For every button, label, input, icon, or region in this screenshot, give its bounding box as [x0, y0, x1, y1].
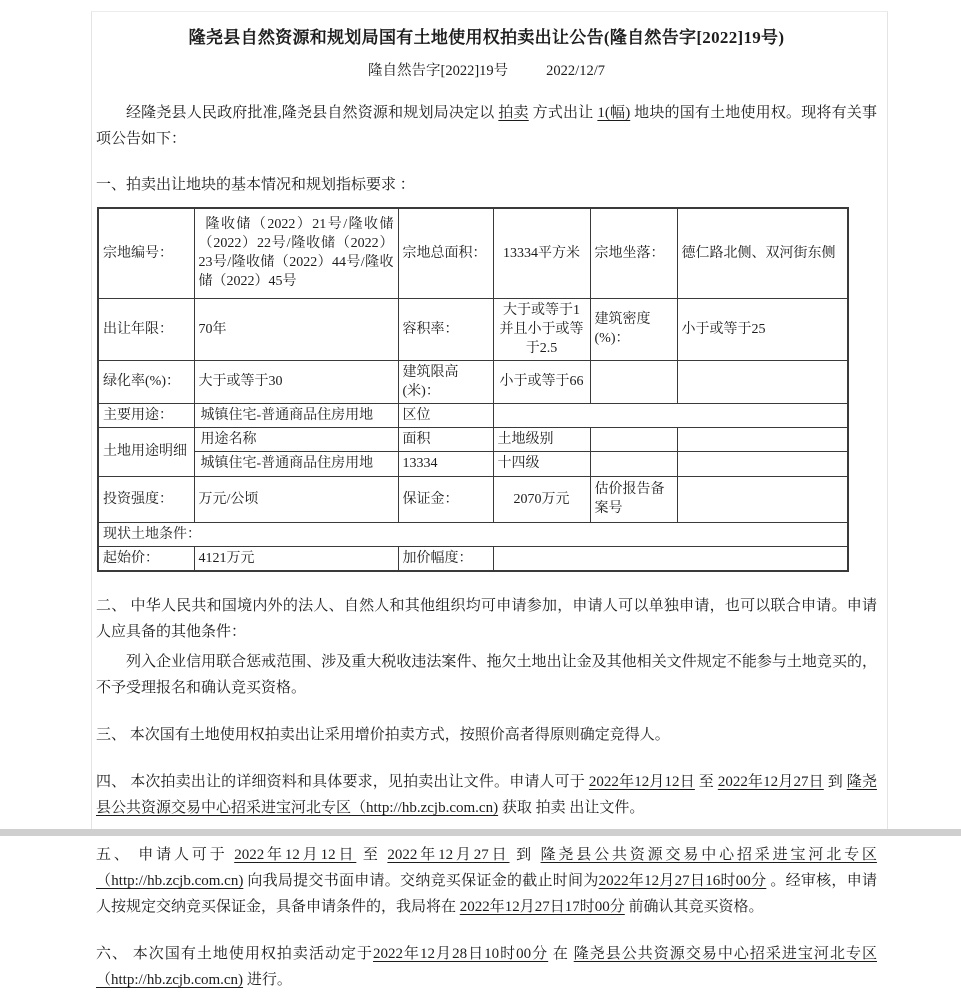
area-value: 13334 — [398, 451, 493, 476]
bid-increment-value-empty — [493, 546, 848, 571]
text-segment: 到 — [823, 774, 847, 790]
table-row — [98, 360, 848, 403]
tenure-label: 出让年限： — [98, 298, 194, 360]
text-segment: 拍卖 — [498, 105, 529, 121]
text-segment: 隆尧县公共资源交易中心招采进宝河北专区 — [96, 774, 877, 816]
plot-ratio-label: 容积率： — [398, 298, 493, 360]
empty-cell — [677, 360, 848, 403]
empty-cell — [590, 451, 677, 476]
text-segment: 2022年12月27日17时00分 — [459, 899, 625, 915]
table-row — [98, 476, 848, 522]
table-row — [98, 451, 848, 476]
parcel-number-label: 宗地编号： — [98, 208, 194, 298]
empty-cell — [677, 427, 848, 451]
section-2-paragraph: 二、 中华人民共和国境内外的法人、自然人和其他组织均可申请参加，申请人可以单独申请，也可以联合申请。申请人应具备的其他条件： — [96, 598, 877, 640]
appraisal-record-label: 估价报告备案号 — [590, 476, 677, 522]
text-segment: 前确认其竞买资格。 — [624, 899, 764, 915]
starting-price-label: 起始价： — [98, 546, 194, 571]
text-segment: 1(幅) — [597, 105, 631, 121]
intro-paragraph — [96, 100, 877, 152]
table-row — [98, 427, 848, 451]
district-label: 区位 — [398, 403, 493, 427]
height-limit-label: 建筑限高(米)： — [398, 360, 493, 403]
land-info-table — [97, 207, 849, 572]
section-6-paragraph — [96, 941, 877, 993]
table-row — [98, 546, 848, 571]
greening-rate-label: 绿化率(%)： — [98, 360, 194, 403]
land-grade-header: 土地级别 — [493, 427, 590, 451]
bottom-scrollbar-track[interactable] — [0, 829, 961, 836]
doc-meta-line — [96, 59, 877, 80]
text-segment: 在 — [548, 946, 574, 962]
text-segment: 方式出让 — [528, 105, 598, 121]
deposit-value: 2070万元 — [493, 476, 590, 522]
use-name-header: 用途名称 — [194, 427, 398, 451]
area-header: 面积 — [398, 427, 493, 451]
investment-intensity-label: 投资强度： — [98, 476, 194, 522]
doc-number: 隆自然告字[2022]19号 — [368, 63, 509, 79]
building-density-label: 建筑密度(%)： — [590, 298, 677, 360]
total-area-label: 宗地总面积： — [398, 208, 493, 298]
height-limit-value: 小于或等于66 — [493, 360, 590, 403]
building-density-value: 小于或等于25 — [677, 298, 848, 360]
location-label: 宗地坐落： — [590, 208, 677, 298]
table-row — [98, 522, 848, 546]
text-segment: 。经审核，申请人按规定交纳竞买保证金，具备申请条件的，我局将在 — [96, 873, 877, 915]
table-row — [98, 208, 848, 298]
section-1-heading: 一、拍卖出让地块的基本情况和规划指标要求 ： — [96, 177, 415, 193]
parcel-number-value: 隆收储（2022）21号/隆收储（2022）22号/隆收储（2022）23号/隆收储（2022）44号/隆收储（2022）45号 — [194, 208, 398, 298]
use-name-value: 城镇住宅-普通商品住房用地 — [194, 451, 398, 476]
document-page — [91, 11, 888, 988]
main-use-label: 主要用途： — [98, 403, 194, 427]
table-row — [98, 298, 848, 360]
link-text[interactable]: （http://hb.zcjb.com.cn) — [96, 873, 244, 889]
link-text[interactable]: （http://hb.zcjb.com.cn) — [351, 800, 499, 816]
deposit-label: 保证金： — [398, 476, 493, 522]
text-segment: 四、 本次拍卖出让的详细资料和具体要求，见拍卖出让文件。申请人可于 — [96, 774, 589, 790]
starting-price-value: 4121万元 — [194, 546, 398, 571]
text-segment: 获取 拍卖 出让文件。 — [498, 800, 645, 816]
greening-rate-value: 大于或等于30 — [194, 360, 398, 403]
text-segment: 2022年12月27日 — [387, 847, 510, 863]
link-text[interactable]: （http://hb.zcjb.com.cn) — [96, 972, 244, 988]
text-segment: 2022年12月27日 — [717, 774, 824, 790]
district-value-empty — [493, 403, 848, 427]
section-4-paragraph — [96, 769, 877, 821]
text-segment: 2022年12月28日10时00分 — [373, 946, 549, 962]
text-segment: 至 — [694, 774, 718, 790]
bid-increment-label: 加价幅度： — [398, 546, 493, 571]
section-5-paragraph — [96, 842, 877, 920]
total-area-value: 13334平方米 — [493, 208, 590, 298]
land-use-detail-label: 土地用途明细 — [98, 427, 194, 476]
text-segment: 六、 本次国有土地使用权拍卖活动定于 — [96, 946, 374, 962]
text-segment: 隆尧县公共资源交易中心招采进宝河北专区 — [573, 946, 877, 962]
empty-cell — [590, 427, 677, 451]
text-segment: 进行。 — [243, 972, 292, 988]
table-row — [98, 403, 848, 427]
page-title: 隆尧县自然资源和规划局国有土地使用权拍卖出让公告(隆自然告字[2022]19号) — [188, 28, 785, 47]
section-2-note: 列入企业信用联合惩戒范围、涉及重大税收违法案件、拖欠土地出让金及其他相关文件规定不能参与土地竞买的，不予受理报名和确认竞买资格。 — [96, 654, 877, 696]
text-segment: 地块的国有土地使用权。现将有关事项公告如下： — [96, 105, 877, 147]
text-segment: 到 — [509, 847, 541, 863]
text-segment: 隆尧县公共资源交易中心招采进宝河北专区 — [540, 847, 877, 863]
section-3-paragraph: 三、 本次国有土地使用权拍卖出让采用增价拍卖方式，按照价高者得原则确定竞得人。 — [96, 727, 670, 743]
text-segment: 至 — [356, 847, 388, 863]
investment-intensity-value: 万元/公顷 — [194, 476, 398, 522]
text-segment: 经隆尧县人民政府批准,隆尧县自然资源和规划局决定以 — [126, 105, 499, 121]
text-segment: 2022年12月12日 — [234, 847, 357, 863]
location-value: 德仁路北侧、双河街东侧 — [677, 208, 848, 298]
tenure-value: 70年 — [194, 298, 398, 360]
text-segment: 2022年12月12日 — [588, 774, 695, 790]
text-segment: 2022年12月27日16时00分 — [598, 873, 767, 889]
main-use-value: 城镇住宅-普通商品住房用地 — [194, 403, 398, 427]
plot-ratio-value: 大于或等于1并且小于或等于2.5 — [493, 298, 590, 360]
empty-cell — [677, 476, 848, 522]
doc-date: 2022/12/7 — [546, 63, 605, 79]
empty-cell — [677, 451, 848, 476]
current-land-condition-label: 现状土地条件： — [98, 522, 848, 546]
text-segment: 向我局提交书面申请。交纳竞买保证金的截止时间为 — [243, 873, 599, 889]
text-segment: 五、 申请人可于 — [96, 847, 235, 863]
land-grade-value: 十四级 — [493, 451, 590, 476]
empty-cell — [590, 360, 677, 403]
